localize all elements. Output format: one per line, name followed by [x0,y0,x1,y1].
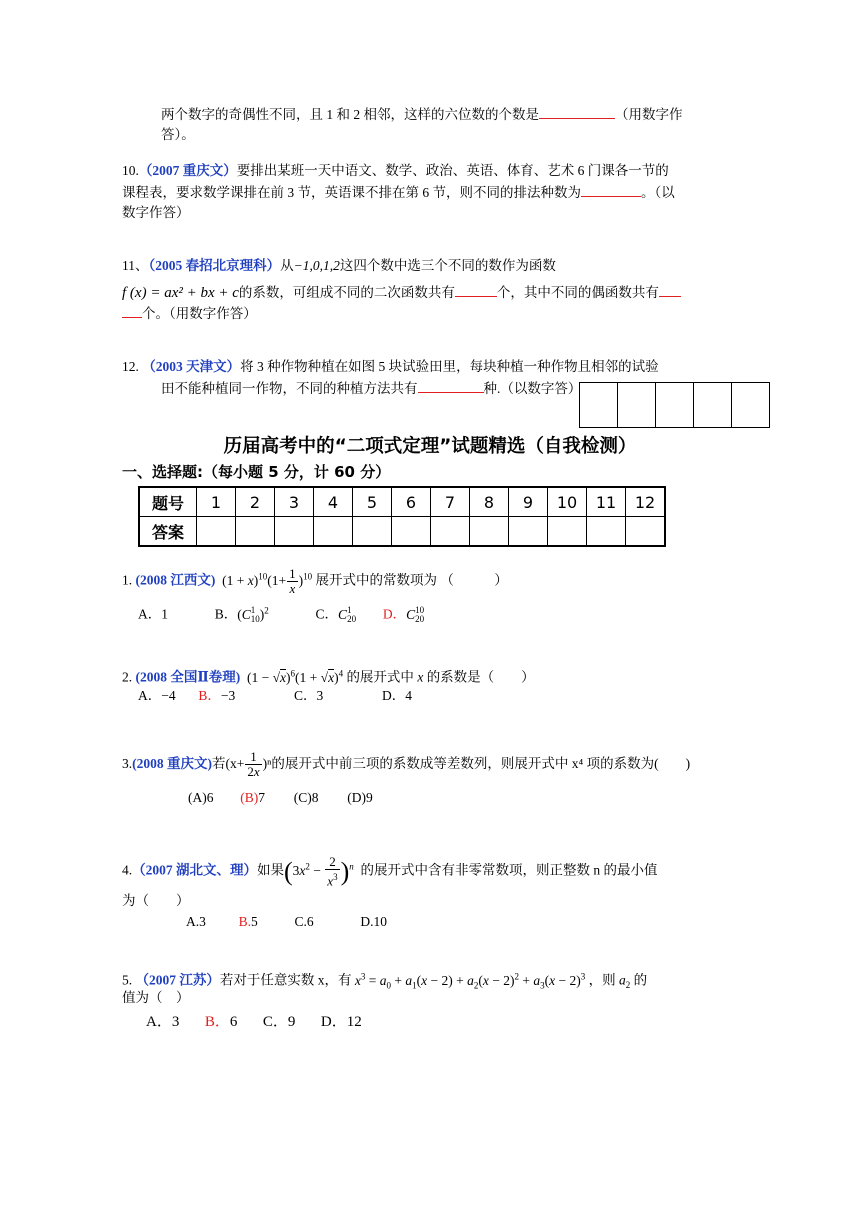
mc1-option-c-formula: C 1 20 [338,605,357,625]
mc3-option-a: (A)6 [188,790,214,805]
mc5-option-b-value: 6 [229,1014,238,1030]
mc3-text-b: )ⁿ的展开式中前三项的系数成等差数列，则展开式中 x⁴ 项的系数为( ) [262,756,691,771]
mc2-option-d: D．4 [382,688,413,703]
question-number-cell: 7 [431,487,470,517]
q12-line1 [122,357,659,377]
answer-table-header-row [139,487,665,517]
answer-cell[interactable] [392,517,431,547]
question-number-cell: 6 [392,487,431,517]
question-number-cell: 9 [509,487,548,517]
mc4-option-b-value: 5 [251,914,258,929]
q12-answer-blank [418,378,484,393]
mc5-number: 5. [122,972,133,988]
q10-number: 10. [122,163,139,178]
q11-text2b: 个，其中不同的偶函数共有 [496,285,659,300]
answer-table-answer-row [139,517,665,547]
q12-number: 12. [122,359,139,374]
mc5-option-a: A．3 [146,1014,180,1030]
mc4-formula: ($3x^2$ − $\frac{2}{x^3}$ )$^n$ [284,853,354,889]
mc4-option-d: D.10 [360,914,388,929]
mc3-text-a: 若(x+ [212,756,245,771]
q10-text: 要排出某班一天中语文、数学、政治、英语、体育、艺术 6 门课各一节的 [236,163,669,178]
answer-cell[interactable] [236,517,275,547]
q10-answer-blank [581,182,641,197]
q12-source: （2003 天津文） [142,359,241,374]
answer-cell[interactable] [470,517,509,547]
mc4-source: （2007 湖北文、理） [132,862,257,878]
question-number-cell: 3 [275,487,314,517]
field-plot [731,382,770,428]
q9-answer-blank [539,104,615,119]
q11-text2: 的系数，可组成不同的二次函数共有 [238,285,455,300]
q9-text: 两个数字的奇偶性不同，且 1 和 2 相邻，这样的六位数的个数是 [161,107,539,122]
q12-text: 将 3 种作物种植在如图 5 块试验田里，每块种植一种作物且相邻的试验 [240,359,659,374]
question-number-cell: 5 [353,487,392,517]
mc5-formula: $x^3 = a_0 + a_1(x - 2) + a_2(x - 2)^2 + a_3(x - 2)^3$ [354,971,586,991]
mc1-option-d-formula: C 10 20 [406,605,425,625]
answer-cell[interactable] [548,517,587,547]
answer-cell[interactable] [275,517,314,547]
q11-line1 [122,256,556,276]
mc4-stem [122,852,658,888]
field-plot [579,382,618,428]
q12-text2: 田不能种植同一作物，不同的种植方法共有 [161,381,418,396]
mc4-text-a: 如果 [257,862,284,878]
q9-line1 [161,104,683,125]
q10-source: （2007 重庆文） [138,163,237,178]
q11-text-b: 这四个数中选三个不同的数作为函数 [339,258,556,273]
mc5-option-d: D．12 [320,1014,362,1030]
mc1-option-b: B． [214,606,238,622]
q9-text-end: （用数字作 [615,107,683,122]
q11-line2 [122,282,681,303]
answer-cell[interactable] [431,517,470,547]
q11-text: 从 [280,258,294,273]
mc4-stem-c: 为（ ） [122,893,190,908]
field-plot [655,382,694,428]
mc5-options [146,1012,362,1032]
mc3-option-d: (D)9 [347,790,373,805]
answer-cell[interactable] [509,517,548,547]
mc2-option-b-letter: B． [198,688,221,703]
mc2-number: 2. [122,669,133,685]
q11-number-set: −1,0,1,2 [293,258,340,273]
mc3-fraction: $\frac{1}{2x}$ [247,749,260,780]
question-number-cell: 12 [626,487,666,517]
mc5-option-c: C．9 [262,1014,296,1030]
mc5-stem-d: 值为（ ） [122,990,190,1005]
mc1-option-b-formula: (C 1 10 )$^2$ [237,605,269,625]
mc5-text-a: 若对于任意实数 x，有 [219,972,352,988]
mc1-formula: $(1 + x)^{10}(1+$ $\frac{1}{x}$ )$^{10}$ [218,565,313,596]
mc4-text-b: 的展开式中含有非零常数项，则正整数 n 的最小值 [360,862,658,878]
answer-cell[interactable] [197,517,236,547]
q11-function: f (x) = ax² + bx + c [122,285,239,301]
field-plot [617,382,656,428]
mc3-number: 3. [122,756,133,771]
mc2-formula: $(1 - √x)^6(1 + √x)^4$ [243,668,344,685]
mc1-option-a: A．1 [138,606,168,622]
q10-text2b: 。（以 [641,185,675,200]
q11-source: （2005 春招北京理科） [148,258,281,273]
question-number-cell: 11 [587,487,626,517]
question-number-head: 题号 [139,487,197,517]
q11-blank-1 [455,282,497,297]
question-number-cell: 1 [197,487,236,517]
q11-line3 [122,303,257,324]
mc1-text: 展开式中的常数项为 （ ） [315,572,508,588]
mc3-source: (2008 重庆文) [132,756,212,771]
mc5-stem: 5. （2007 江苏）若对于任意实数 x，有 $x^3 = a_0 + a_1(x - 2) + a_2(x - 2)^2 + a_3(x - 2)^3$ ，则 $a_2$ 的 [122,971,648,991]
mc3-option-c: (C)8 [293,790,319,805]
q11-text3: 个。（用数字作答） [142,306,257,321]
answer-cell[interactable] [626,517,666,547]
mc5-text-b: ，则 [588,972,616,988]
mc3-options [188,788,373,808]
mc5-text-c: 的 [633,972,648,988]
q11-blank-2b [122,303,142,318]
q11-blank-2 [659,282,681,297]
question-number-cell: 4 [314,487,353,517]
answer-head: 答案 [139,517,197,547]
q12-line2 [161,378,581,399]
mc4-option-a: A.3 [186,914,206,929]
mc4-option-b-letter: B. [238,914,252,929]
mc2-option-b-value: −3 [220,688,236,703]
q10-line2 [122,182,675,203]
mc2-text: 的展开式中 [346,669,414,685]
q10-line3: 数字作答） [122,205,190,220]
mc1-source: (2008 江西文) [135,572,216,588]
question-number-cell: 10 [548,487,587,517]
q10-line1 [122,161,669,181]
q12-text2b: 种.（以数字答） [483,381,582,396]
page-title: 历届高考中的“二项式定理”试题精选（自我检测） [223,436,637,457]
field-plots-figure [580,382,770,428]
mc2-text2: 的系数是（ ） [426,669,535,685]
mc4-option-c: C.6 [294,914,314,929]
question-number-cell: 2 [236,487,275,517]
mc2-options [138,686,412,706]
mc3-option-b-letter: (B) [240,790,259,805]
q11-number: 11、 [122,258,149,273]
answer-table [138,486,666,547]
mc4-number: 4. [122,862,133,878]
mc1-number: 1. [122,572,133,588]
answer-cell[interactable] [314,517,353,547]
mc3-stem [122,750,690,779]
answer-cell[interactable] [353,517,392,547]
field-plot [693,382,732,428]
mc1-option-c: C． [315,606,339,622]
mc2-option-c: C．3 [294,688,324,703]
mc2-source: (2008 全国Ⅱ卷理) [135,669,241,685]
q9-line2: 答）。 [161,127,195,142]
answer-cell[interactable] [587,517,626,547]
mc1-option-d: D． [382,606,407,622]
mc5-option-b-letter: B． [204,1014,230,1030]
mc4-options [186,912,387,932]
mc2-option-a: A．−4 [138,688,176,703]
question-number-cell: 8 [470,487,509,517]
q10-text2: 课程表，要求数学课排在前 3 节，英语课不排在第 6 节，则不同的排法种数为 [122,185,581,200]
mc5-source: （2007 江苏） [135,972,220,988]
mc3-option-b-value: 7 [258,790,265,805]
section-heading: 一、选择题:（每小题 5 分，计 60 分） [122,463,391,481]
mc1-stem [122,562,508,596]
mc1-options [138,600,424,625]
mc2-stem: 2. (2008 全国Ⅱ卷理) $(1 - √x)^6(1 + √x)^4$ 的展开式中 x 的系数是（ ） [122,668,535,685]
